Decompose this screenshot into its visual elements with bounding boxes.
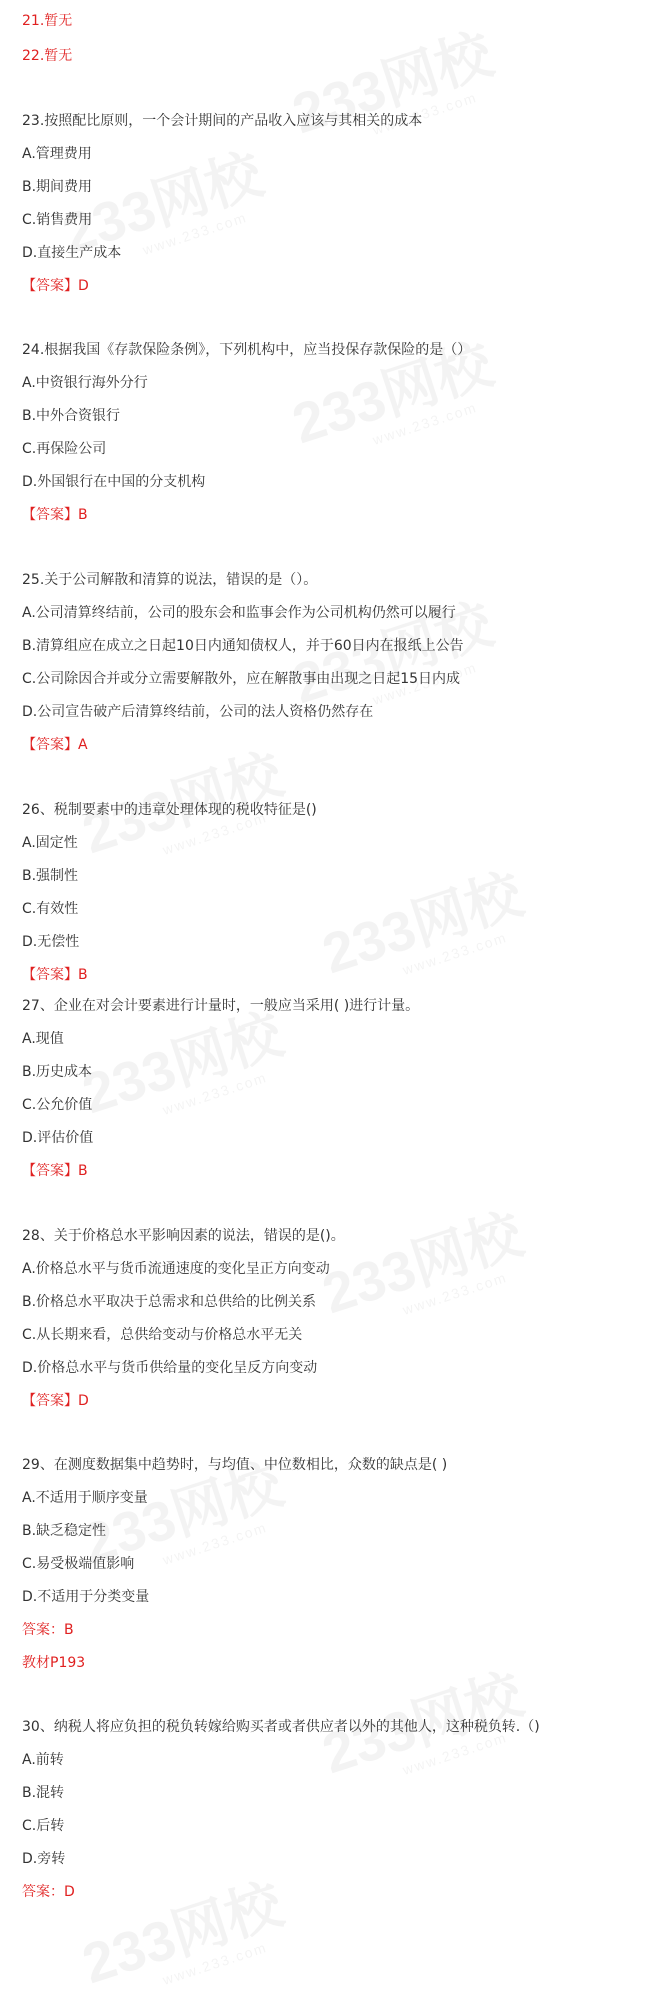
option-text: D.直接生产成本 xyxy=(22,245,122,261)
answer-text: 答案：B xyxy=(22,1622,74,1638)
option-text: B.中外合资银行 xyxy=(22,408,121,424)
option-text: C.有效性 xyxy=(22,901,79,917)
option-text: D.公司宣告破产后清算终结前，公司的法人资格仍然存在 xyxy=(22,704,374,720)
option-text: B.期间费用 xyxy=(22,179,93,195)
option-text: A.价格总水平与货币流通速度的变化呈正方向变动 xyxy=(22,1261,330,1277)
option-text: A.中资银行海外分行 xyxy=(22,375,148,391)
option-text: A.前转 xyxy=(22,1752,64,1768)
option-text: A.固定性 xyxy=(22,835,78,851)
option-text: C.公允价值 xyxy=(22,1097,93,1113)
question-text: 25.关于公司解散和清算的说法，错误的是（）。 xyxy=(22,572,318,588)
option-text: B.价格总水平取决于总需求和总供给的比例关系 xyxy=(22,1294,317,1310)
watermark-logo xyxy=(71,1860,294,2009)
answer-text: 【答案】D xyxy=(22,278,89,294)
watermark-logo xyxy=(311,850,534,999)
option-text: C.再保险公司 xyxy=(22,441,107,457)
watermark-logo xyxy=(311,1190,534,1339)
answer-text: 【答案】D xyxy=(22,1393,89,1409)
option-text: B.强制性 xyxy=(22,868,79,884)
option-text: B.缺乏稳定性 xyxy=(22,1523,107,1539)
option-text: D.价格总水平与货币供给量的变化呈反方向变动 xyxy=(22,1360,318,1376)
option-text: C.公司除因合并或分立需要解散外，应在解散事由出现之日起15日内成 xyxy=(22,671,461,687)
option-text: A.现值 xyxy=(22,1031,64,1047)
option-text: D.旁转 xyxy=(22,1851,66,1867)
option-text: D.外国银行在中国的分支机构 xyxy=(22,474,206,490)
watermark-logo xyxy=(281,10,504,159)
option-text: B.清算组应在成立之日起10日内通知债权人，并于60日内在报纸上公告 xyxy=(22,638,464,654)
option-text: A.不适用于顺序变量 xyxy=(22,1490,148,1506)
option-text: C.后转 xyxy=(22,1818,65,1834)
option-text: A.管理费用 xyxy=(22,146,92,162)
answer-text: 【答案】B xyxy=(22,967,88,983)
option-text: C.从长期来看，总供给变动与价格总水平无关 xyxy=(22,1327,303,1343)
option-text: B.历史成本 xyxy=(22,1064,93,1080)
answer-text: 22.暂无 xyxy=(22,48,73,64)
option-text: C.易受极端值影响 xyxy=(22,1556,135,1572)
answer-text: 教材P193 xyxy=(22,1655,86,1671)
answer-text: 答案：D xyxy=(22,1884,75,1900)
question-text: 29、在测度数据集中趋势时，与均值、中位数相比，众数的缺点是( ) xyxy=(22,1457,448,1473)
option-text: D.无偿性 xyxy=(22,934,80,950)
answer-text: 【答案】B xyxy=(22,1163,88,1179)
question-text: 27、企业在对会计要素进行计量时，一般应当采用( )进行计量。 xyxy=(22,998,420,1014)
option-text: D.不适用于分类变量 xyxy=(22,1589,150,1605)
question-text: 26、税制要素中的违章处理体现的税收特征是() xyxy=(22,802,317,818)
question-text: 23.按照配比原则，一个会计期间的产品收入应该与其相关的成本 xyxy=(22,113,423,129)
question-text: 28、关于价格总水平影响因素的说法，错误的是()。 xyxy=(22,1228,345,1244)
answer-text: 21.暂无 xyxy=(22,13,73,29)
option-text: B.混转 xyxy=(22,1785,65,1801)
option-text: D.评估价值 xyxy=(22,1130,94,1146)
question-text: 30、纳税人将应负担的税负转嫁给购买者或者供应者以外的其他人，这种税负转.（) xyxy=(22,1719,540,1735)
question-text: 24.根据我国《存款保险条例》，下列机构中，应当投保存款保险的是（） xyxy=(22,342,472,358)
option-text: A.公司清算终结前，公司的股东会和监事会作为公司机构仍然可以履行 xyxy=(22,605,456,621)
answer-text: 【答案】B xyxy=(22,507,88,523)
answer-text: 【答案】A xyxy=(22,737,88,753)
option-text: C.销售费用 xyxy=(22,212,93,228)
